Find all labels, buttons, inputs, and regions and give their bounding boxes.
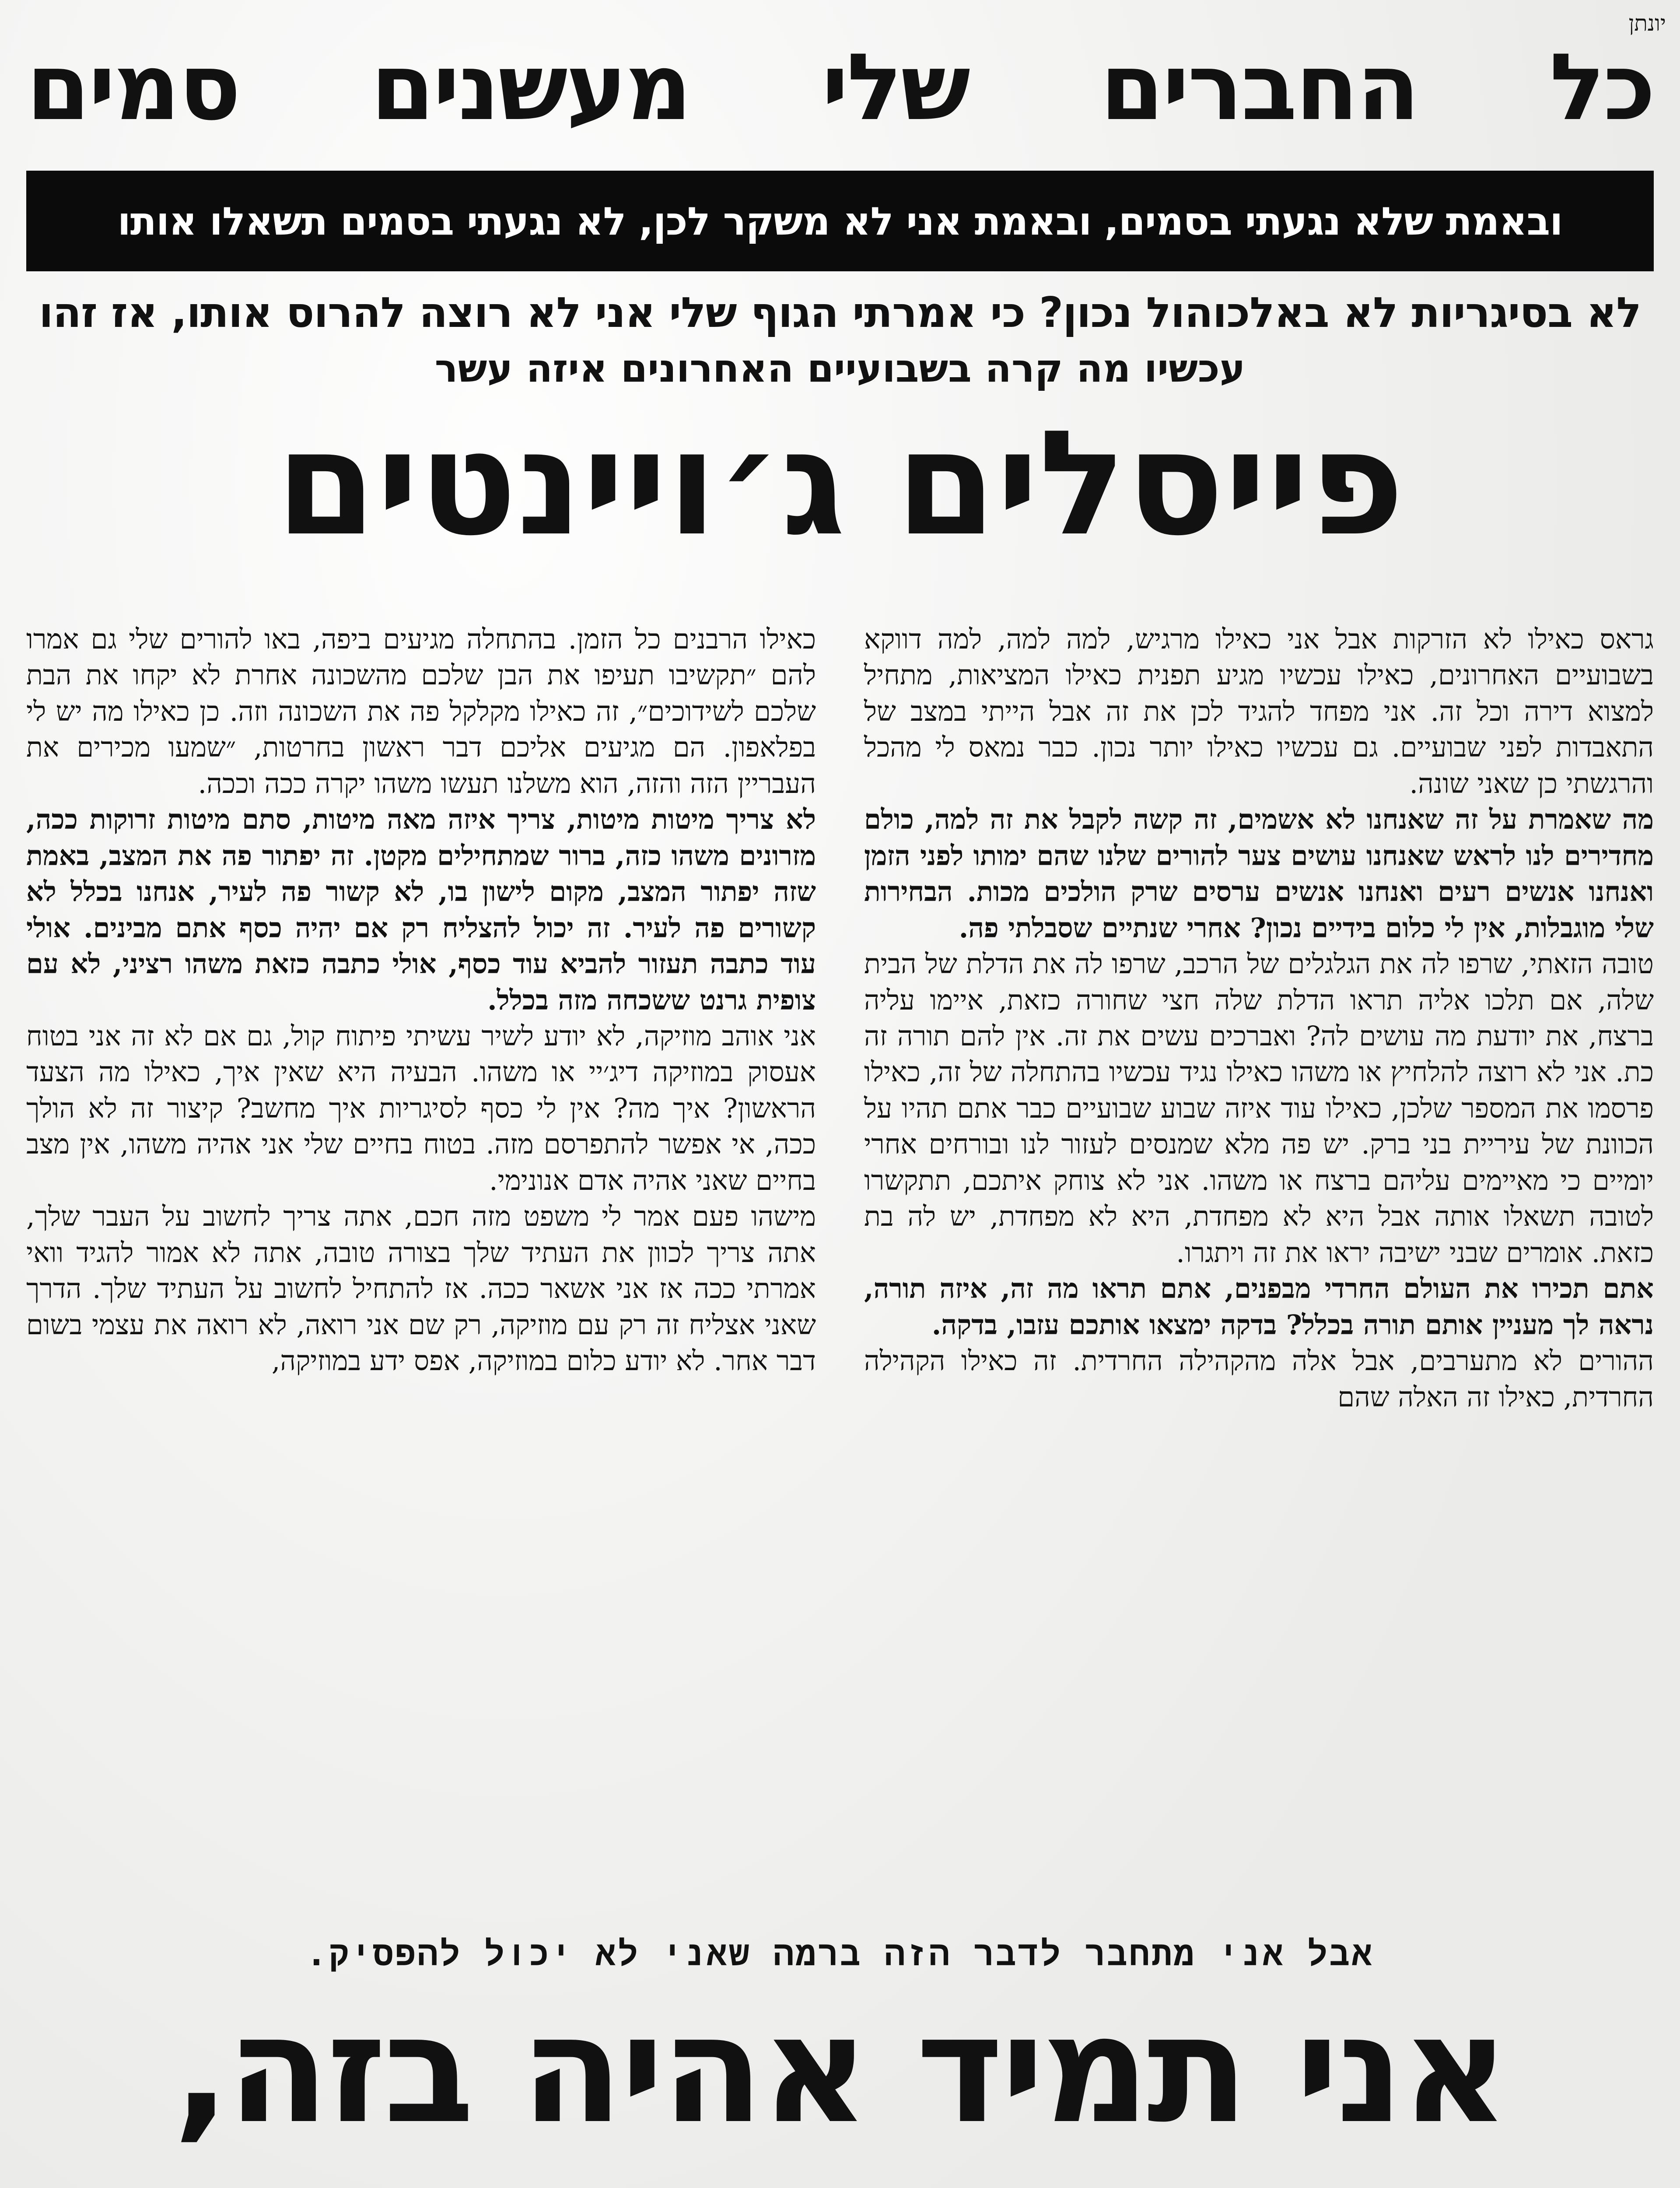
column-right xyxy=(864,621,1654,1934)
intro-line-2: עכשיו מה קרה בשבועיים האחרונים איזה עשר xyxy=(434,346,1246,391)
big-statement: אני תמיד אהיה בזה, xyxy=(173,1983,1507,2156)
paragraph: אתם תכירו את העולם החרדי מבפנים, אתם תראו מה זה, איזה תורה, נראה לך מעניין אותם תורה בכלל? בדקה ימצאו אותכם עזבו, בדקה. xyxy=(864,1273,1654,1341)
paragraph: אני אוהב מוזיקה, לא יודע לשיר עשיתי פיתוח קול, גם אם לא זה אני בטוח אעסוק במוזיקה דיג׳יי או משהו. הבעיה היא שאין איך, כאילו מה הצעד הראשון? איך מה? אין לי כסף לסיגריות איך מחשב? קיצור זה לא הולך ככה, אי אפשר להתפרסם מזה. בטוח בחיים שלי אני אהיה משהו, אין מצב בחיים שאני אהיה אדם אנונימי. xyxy=(26,1020,816,1196)
paragraph: מה שאמרת על זה שאנחנו לא אשמים, זה קשה לקבל את זה למה, כולם מחדירים לנו לראש שאנחנו עושים צער להורים שלנו שהם ימותו לפני הזמן ואנחנו אנשים רעים ואנחנו אנשים ערסים שרק הולכים מכות. הבחירות שלי מוגבלות, אין לי כלום בידיים נכון? אחרי שנתיים שסבלתי פה. xyxy=(864,803,1654,944)
paragraph: מישהו פעם אמר לי משפט מזה חכם, אתה צריך לחשוב על העבר שלך, אתה צריך לכוון את העתיד שלך בצורה טובה, אתה לא אמור להגיד וואי אמרתי ככה אז אני אשאר ככה. אז להתחיל לחשוב על העתיד שלך. הדרך שאני אצליח זה רק עם מוזיקה, רק שם אני רואה, לא רואה את עצמי בשום דבר אחר. לא יודע כלום במוזיקה, אפס ידע במוזיקה, xyxy=(26,1200,816,1377)
article-columns xyxy=(26,621,1654,1934)
headline: פייסלים ג׳ויינטים xyxy=(276,400,1404,568)
paragraph: כאילו הרבנים כל הזמן. בהתחלה מגיעים ביפה, באו להורים שלי גם אמרו להם ״תקשיבו תעיפו את הבן שלכם מהשכונה אחרת לא יקחו את הבת שלכם לשידוכים״, זה כאילו מקלקל פה את השכונה וזה. כן כאילו מה יש לי בפלאפון. הם מגיעים אליכם דבר ראשון בחרטות, ״שמעו מכירים את העבריין הזה והזה, הוא משלנו תעשו משהו יקרה ככה וככה. xyxy=(26,623,816,799)
tagline: אבל אני מתחבר לדבר הזה ברמה שאני לא יכול להפסיק. xyxy=(306,1934,1374,1974)
paragraph: לא צריך מיטות מיטות, צריך איזה מאה מיטות, סתם מיטות זרוקות ככה, מזרונים משהו כזה, ברור שמתחילים מקטן. זה יפתור פה את המצב, באמת שזה יפתור המצב, מקום לישון בו, לא קשור פה לעיר, אנחנו בכלל לא קשורים פה לעיר. זה יכול להצליח רק אם יהיה כסף אתם מבינים. אולי עוד כתבה תעזור להביא עוד כסף, אולי כתבה כזאת משהו רציני, לא עם צופית גרנט ששכחה מזה בכלל. xyxy=(26,803,816,1016)
page-title: כל החברים שלי מעשנים סמים xyxy=(26,34,1654,141)
paragraph: גראס כאילו לא הזרקות אבל אני כאילו מרגיש, למה למה, למה דווקא בשבועיים האחרונים, כאילו עכשיו מגיע תפנית כאילו המציאות, מתחיל למצוא דירה וכל זה. אני מפחד להגיד לכן את זה אבל הייתי במצב של התאבדות לפני שבועיים. גם עכשיו כאילו יותר נכון. כבר נמאס לי מהכל והרגשתי כן שאני שונה. xyxy=(864,623,1654,799)
column-left xyxy=(26,621,816,1934)
banner-text: ובאמת שלא נגעתי בסמים, ובאמת אני לא משקר לכן, לא נגעתי בסמים תשאלו אותו xyxy=(117,198,1563,244)
intro-line-1: לא בסיגריות לא באלכוהול נכון? כי אמרתי הגוף שלי אני לא רוצה להרוס אותו, אז זהו xyxy=(39,289,1641,337)
banner xyxy=(26,171,1654,271)
author-signature: יונתן xyxy=(1628,11,1666,36)
paragraph: טובה הזאתי, שרפו לה את הגלגלים של הרכב, שרפו לה את הדלת של הבית שלה, אם תלכו אליה תראו הדלת שלה חצי שחורה כזאת, איימו עליה ברצח, את יודעת מה עושים לה? ואברכים עשים את זה. אין להם תורה זה כת. אני לא רוצה להלחיץ או משהו כאילו נגיד עכשיו בהתחלה של זה, כאילו פרסמו את המספר שלכן, כאילו עוד איזה שבוע שבועיים כבר אתם תהיו על הכוונת של עיריית בני ברק. יש פה מלא שמנסים לעזור לנו ובורחים אחרי יומיים כי מאיימים עליהם ברצח או משהו. אני לא צוחק איתכם, תתקשרו לטובה תשאלו אותה אבל היא לא מפחדת, היא לא מפחדת, יש לה בת כזאת. אומרים שבני ישיבה יראו את זה ויתגרו. xyxy=(864,948,1654,1269)
paragraph: ההורים לא מתערבים, אבל אלה מהקהילה החרדית. זה כאילו הקהילה החרדית, כאילו זה האלה שהם xyxy=(864,1345,1654,1413)
